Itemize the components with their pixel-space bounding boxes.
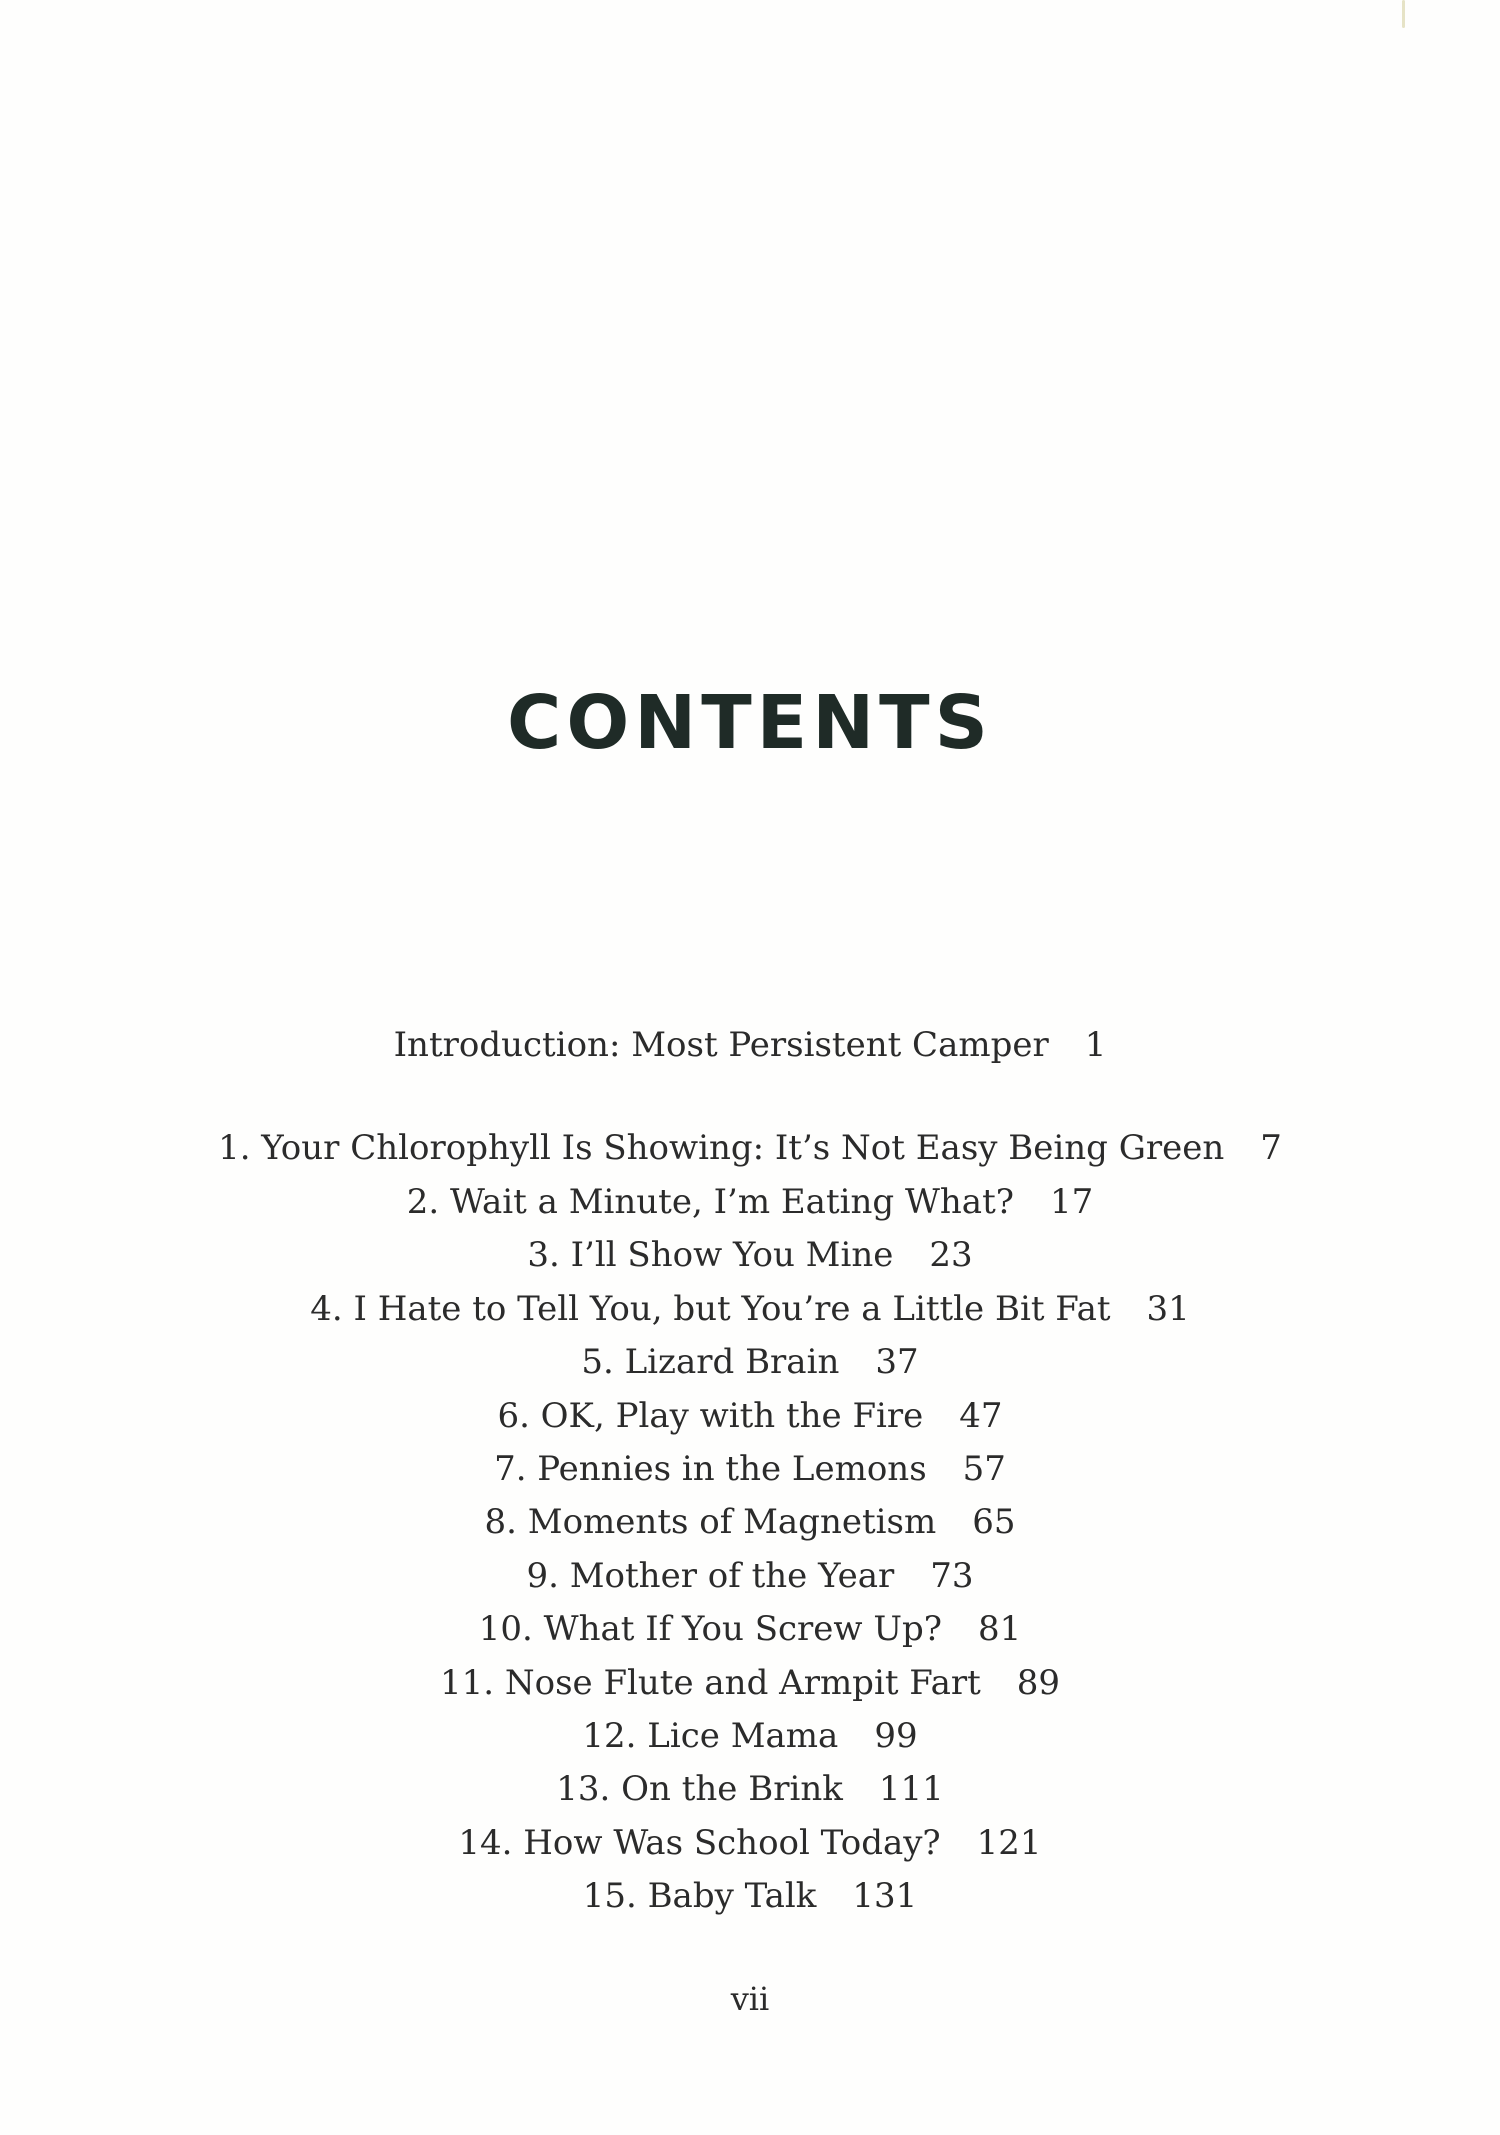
toc-entry-page: 17 [1049, 1182, 1094, 1222]
toc-entry [0, 1396, 1500, 1436]
toc-entry-page: 81 [977, 1609, 1022, 1649]
toc-entry-page: 111 [878, 1769, 944, 1809]
toc-entry-page: 31 [1146, 1289, 1190, 1329]
toc-entry [0, 1556, 1500, 1596]
toc-entry-page: 37 [875, 1342, 919, 1382]
toc-entry-page: 99 [874, 1716, 918, 1756]
toc-entry-title: 8. Moments of Magnetism [484, 1502, 937, 1542]
toc-entry [0, 1235, 1500, 1275]
toc-entry-page: 7 [1260, 1128, 1282, 1168]
toc-entry-title: 6. OK, Play with the Fire [497, 1396, 924, 1436]
toc-entry-title: 5. Lizard Brain [581, 1342, 840, 1382]
toc-entry-introduction [0, 1025, 1500, 1065]
toc-entry-title: Introduction: Most Persistent Camper [393, 1025, 1049, 1065]
toc-entry [0, 1289, 1500, 1329]
toc-entry [0, 1876, 1500, 1916]
toc-entry-title: 9. Mother of the Year [526, 1556, 895, 1596]
toc-entry-page: 1 [1084, 1025, 1107, 1065]
toc-entry [0, 1502, 1500, 1542]
toc-entry-page: 23 [929, 1235, 973, 1275]
toc-entry-page: 47 [959, 1396, 1003, 1436]
toc-entry-title: 2. Wait a Minute, I’m Eating What? [406, 1182, 1014, 1222]
page-number: vii [730, 1980, 770, 2018]
toc-entry [0, 1823, 1500, 1863]
toc-entry-title: 13. On the Brink [556, 1769, 843, 1809]
toc-entry-title: 1. Your Chlorophyll Is Showing: It’s Not Easy Being Green [218, 1128, 1225, 1168]
toc-entry-page: 89 [1016, 1663, 1061, 1703]
toc-entry-page: 73 [930, 1556, 974, 1596]
toc-entry [0, 1716, 1500, 1756]
scan-speck [1402, 0, 1405, 28]
toc-entry [0, 1182, 1500, 1222]
toc-entry-title: 4. I Hate to Tell You, but You’re a Little Bit Fat [310, 1289, 1111, 1329]
toc-entry-title: 10. What If You Screw Up? [478, 1609, 942, 1649]
toc-entry [0, 1609, 1500, 1649]
toc-entry-page: 57 [962, 1449, 1006, 1489]
toc-entry-title: 7. Pennies in the Lemons [494, 1449, 927, 1489]
toc-entry-page: 65 [972, 1502, 1016, 1542]
toc-entry-title: 11. Nose Flute and Armpit Fart [439, 1663, 981, 1703]
contents-heading: CONTENTS [507, 680, 993, 766]
toc-entry [0, 1663, 1500, 1703]
toc-entry-page: 131 [852, 1876, 918, 1916]
toc-entry-title: 15. Baby Talk [582, 1876, 817, 1916]
toc-entry-title: 14. How Was School Today? [458, 1823, 941, 1863]
toc-entry-title: 12. Lice Mama [582, 1716, 839, 1756]
toc-entry [0, 1769, 1500, 1809]
toc-entry-page: 121 [976, 1823, 1042, 1863]
toc-entry-title: 3. I’ll Show You Mine [527, 1235, 894, 1275]
toc-entry [0, 1128, 1500, 1168]
toc-entry [0, 1342, 1500, 1382]
toc-entry [0, 1449, 1500, 1489]
